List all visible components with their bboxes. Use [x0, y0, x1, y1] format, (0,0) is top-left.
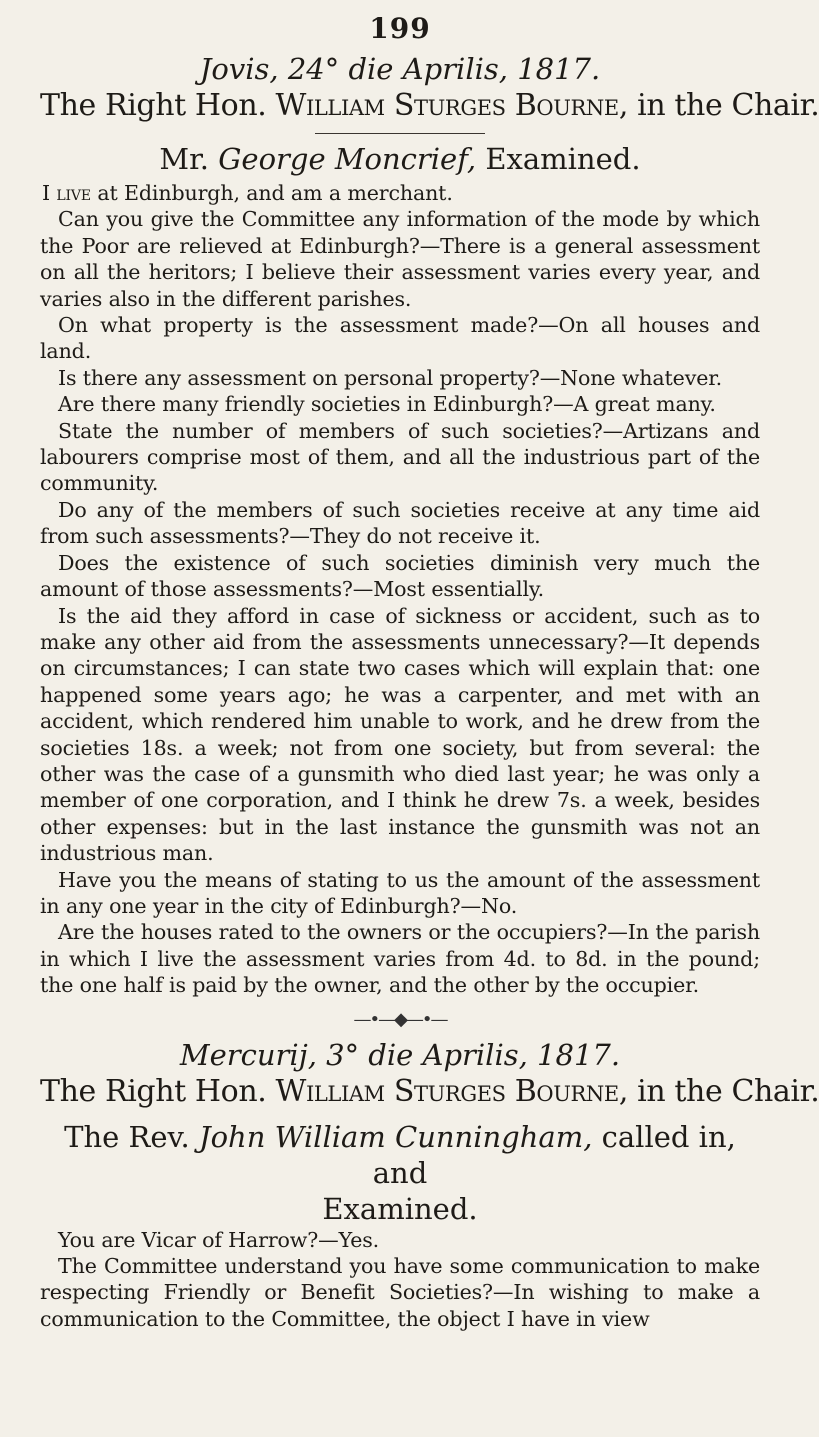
- session-day: Jovis,: [199, 52, 279, 86]
- session-date-rest: 3° die Aprilis, 1817.: [326, 1037, 621, 1072]
- testimony-body: [40, 180, 760, 999]
- session-day: Mercurij,: [179, 1037, 317, 1072]
- testimony-body: [40, 1227, 760, 1333]
- session-date: [40, 1038, 760, 1072]
- testimony-paragraph: Does the existence of such societies diminish very much the amount of those assessments?—Most essentially.: [40, 550, 760, 602]
- witness-title: Mr.: [159, 142, 210, 176]
- witness-examined: Examined.: [322, 1191, 478, 1226]
- witness-heading: [40, 142, 760, 176]
- testimony-paragraph: Are there many friendly societies in Edinburgh?—A great many.: [58, 392, 716, 417]
- testimony-paragraph: Can you give the Committee any information of the mode by which the Poor are relieved at Edinburgh?—There is a general assessment on all the heritors; I believe their assessment varies every year, and varies also in the different parishes.: [40, 207, 760, 311]
- chair-suffix: in the Chair.: [637, 1073, 819, 1109]
- session-date: [40, 52, 760, 86]
- testimony-paragraph: Do any of the members of such societies receive at any time aid from such assessments?—They do not receive it.: [40, 497, 760, 549]
- testimony-paragraph: Is the aid they afford in case of sickness or accident, such as to make any other aid from the assessments unnecessary?—It depends on circumstances; I can state two cases which will explain that: one happened some years ago; he was a carpenter, and met with an accident, which rendered him unable to work, and he drew from the societies 18s. a week; not from one society, but from several: the other was the case of a gunsmith who died last year; he was only a member of one corporation, and I think he drew 7s. a week, besides other expenses: but in the last instance the gunsmith was not an industrious man.: [40, 603, 760, 866]
- witness-status: called in, and: [372, 1119, 736, 1190]
- testimony-paragraph: Have you the means of stating to us the amount of the assessment in any one year in the city of Edinburgh?—No.: [40, 867, 760, 918]
- page-number: 199: [369, 12, 431, 45]
- witness-title: The Rev.: [64, 1119, 190, 1154]
- chair-suffix: in the Chair.: [637, 88, 819, 123]
- testimony-paragraph: On what property is the assessment made?—On all houses and land.: [40, 313, 760, 364]
- section-ornament: —•—◆—•—: [353, 1008, 447, 1030]
- chair-line: [40, 1073, 819, 1109]
- document-page: [0, 12, 819, 1437]
- chair-title: The Right Hon.: [40, 1073, 267, 1109]
- witness-status: Examined.: [485, 142, 641, 176]
- testimony-paragraph: Are the houses rated to the owners or the occupiers?—In the parish in which I live the assessment varies from 4d. to 8d. in the pound; the one half is paid by the owner, and the other by the occupier.: [40, 920, 760, 998]
- witness-heading: [40, 1119, 760, 1227]
- testimony-paragraph: State the number of members of such societies?—Artizans and labourers comprise most of them, and all the industrious part of the community.: [40, 418, 760, 496]
- session-date-rest: 24° die Aprilis, 1817.: [287, 52, 601, 86]
- chair-name: William Sturges Bourne,: [275, 1073, 628, 1109]
- testimony-paragraph: You are Vicar of Harrow?—Yes.: [58, 1227, 380, 1252]
- witness-name: John William Cunningham,: [198, 1119, 593, 1154]
- testimony-paragraph: Is there any assessment on personal property?—None whatever.: [58, 365, 723, 390]
- chair-name: William Sturges Bourne,: [275, 88, 628, 123]
- testimony-paragraph: The Committee understand you have some communication to make respecting Friendly or Benefit Societies?—In wishing to make a communication to the Committee, the object I have in view: [40, 1254, 760, 1331]
- chair-title: The Right Hon.: [40, 88, 267, 123]
- divider-rule: [315, 133, 485, 134]
- witness-name: George Moncrief,: [218, 142, 477, 176]
- testimony-paragraph: I live at Edinburgh, and am a merchant.: [42, 181, 453, 205]
- chair-line: [40, 88, 819, 123]
